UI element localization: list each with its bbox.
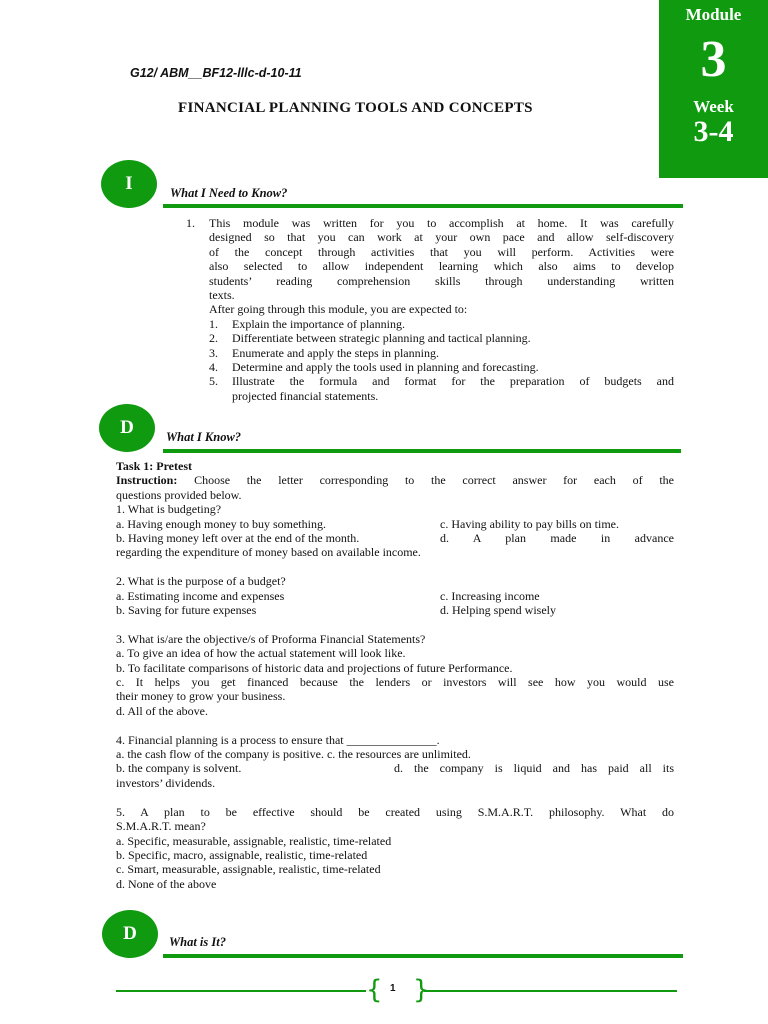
q4-option-d-continued: investors’ dividends.	[116, 775, 216, 790]
q5-option-d: d. None of the above	[116, 876, 217, 891]
q1-option-d-continued: regarding the expenditure of money based on available income.	[116, 545, 421, 560]
question-2: 2. What is the purpose of a budget?	[116, 574, 286, 589]
q3-option-d: d. All of the above.	[116, 703, 208, 718]
q2-option-c: c. Increasing income	[440, 588, 540, 603]
left-brace-icon: {	[366, 975, 383, 1005]
q4-option-d: d. the company is liquid and has paid all its	[394, 761, 674, 776]
module-label: Module	[685, 5, 742, 24]
section-divider	[163, 954, 683, 958]
q2-option-b: b. Saving for future expenses	[116, 603, 257, 618]
intro-line: designed so that you can work at your own pace and allow self-discovery	[209, 230, 674, 245]
module-number: 3	[700, 31, 727, 88]
week-label: Week	[693, 97, 734, 116]
pretest-block	[116, 459, 674, 891]
section-badge-d2: D	[102, 910, 158, 958]
instruction-label: Instruction:	[116, 473, 178, 488]
section-title-what-i-know: What I Know?	[166, 430, 242, 444]
page-number: 1	[390, 983, 396, 994]
question-5: 5. A plan to be effective should be created using S.M.A.R.T. philosophy. What do	[116, 804, 674, 819]
q3-option-c-continued: their money to grow your business.	[116, 689, 286, 704]
page-title: FINANCIAL PLANNING TOOLS AND CONCEPTS	[178, 100, 533, 116]
right-brace-icon: }	[413, 975, 430, 1005]
objective-item-continued: projected financial statements.	[232, 388, 379, 403]
section-divider	[163, 204, 683, 208]
section-badge-d: D	[99, 404, 155, 452]
objective-item: Illustrate the formula and format for the preparation of budgets and	[232, 374, 674, 389]
q3-option-c: c. It helps you get financed because the lenders or investors will see how you would use	[116, 675, 674, 690]
q5-option-b: b. Specific, macro, assignable, realistic, time-related	[116, 847, 368, 862]
module-badge	[659, 0, 768, 178]
q1-option-b: b. Having money left over at the end of the month.	[116, 531, 360, 546]
objective-item: Determine and apply the tools used in planning and forecasting.	[232, 360, 539, 375]
instruction-text: Choose the letter corresponding to the correct answer for each of the	[177, 473, 674, 488]
curriculum-code: G12/ ABM__BF12-lllc-d-10-11	[130, 66, 302, 80]
question-5-continued: S.M.A.R.T. mean?	[116, 819, 206, 834]
q4-option-b: b. the company is solvent.	[116, 761, 242, 776]
footer-line-left	[116, 990, 366, 992]
q2-option-d: d. Helping spend wisely	[440, 603, 556, 618]
q3-option-a: a. To give an idea of how the actual statement will look like.	[116, 646, 406, 661]
section-title-what-is-it: What is It?	[169, 935, 226, 949]
instruction-text: questions provided below.	[116, 487, 242, 502]
objective-item: Differentiate between strategic planning and tactical planning.	[232, 331, 531, 346]
section-divider	[163, 449, 681, 453]
intro-line: also selected to allow independent learning which also aims to develop	[209, 259, 674, 274]
objective-number: 1.	[209, 316, 218, 331]
section-title-need-to-know: What I Need to Know?	[170, 186, 288, 200]
objective-number: 4.	[209, 360, 218, 375]
q4-options-a-c: a. the cash flow of the company is positive. c. the resources are unlimited.	[116, 747, 471, 762]
intro-block	[186, 216, 676, 403]
q5-option-a: a. Specific, measurable, assignable, realistic, time-related	[116, 833, 392, 848]
objective-number: 3.	[209, 345, 218, 360]
task-title: Task 1: Pretest	[116, 459, 192, 473]
week-number: 3-4	[693, 115, 734, 148]
intro-line: texts.	[209, 288, 235, 303]
question-1: 1. What is budgeting?	[116, 502, 222, 517]
objective-item: Explain the importance of planning.	[232, 316, 405, 331]
intro-expect: After going through this module, you are expected to:	[209, 302, 468, 317]
intro-line: students’ reading comprehension skills through understanding written	[209, 273, 674, 288]
q1-option-d: d. A plan made in advance	[440, 531, 674, 546]
intro-line: of the concept through activities that you will perform. Activities were	[209, 244, 674, 259]
objective-number: 5.	[209, 374, 218, 389]
intro-number: 1.	[186, 216, 195, 230]
question-4: 4. Financial planning is a process to ensure that _______________.	[116, 732, 440, 747]
q5-option-c: c. Smart, measurable, assignable, realistic, time-related	[116, 862, 381, 877]
q3-option-b: b. To facilitate comparisons of historic data and projections of future Performance.	[116, 660, 513, 675]
question-3: 3. What is/are the objective/s of Proforma Financial Statements?	[116, 631, 426, 646]
q1-option-c: c. Having ability to pay bills on time.	[440, 516, 619, 531]
section-badge-i: I	[101, 160, 157, 208]
q1-option-a: a. Having enough money to buy something.	[116, 516, 326, 531]
objective-number: 2.	[209, 331, 218, 346]
footer-line-right	[424, 990, 677, 992]
objective-item: Enumerate and apply the steps in planning.	[232, 345, 439, 360]
q2-option-a: a. Estimating income and expenses	[116, 588, 285, 603]
intro-line: This module was written for you to accomplish at home. It was carefully	[209, 216, 674, 230]
